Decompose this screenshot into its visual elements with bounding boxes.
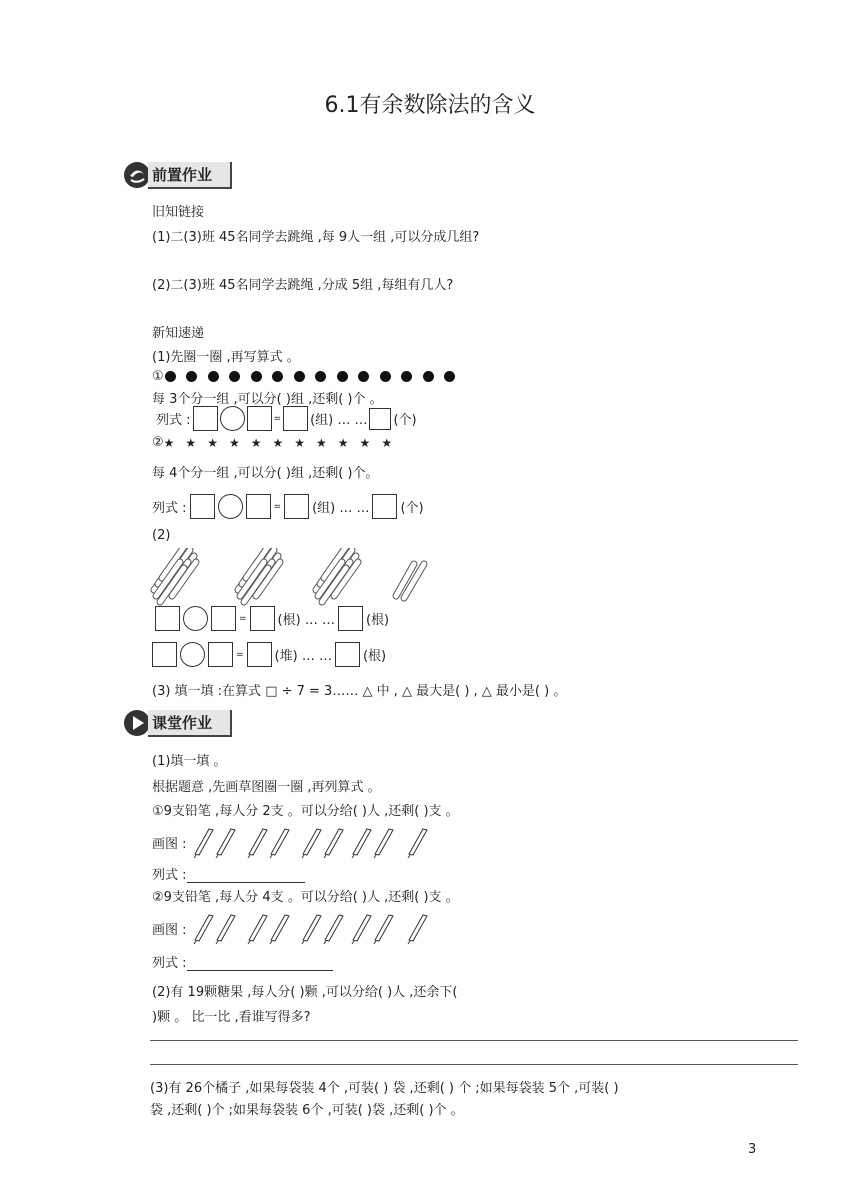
pre-homework-banner xyxy=(122,160,232,190)
stick-bundles-illustration xyxy=(148,548,448,608)
dots-row xyxy=(152,369,466,384)
answer-box[interactable] xyxy=(335,642,360,667)
unit-root-b: (根) xyxy=(365,613,390,628)
draw-label: 画图 : xyxy=(152,836,187,852)
dot xyxy=(294,371,305,382)
formula-row-4 xyxy=(152,642,386,667)
unit-group: (组) … … xyxy=(310,413,368,428)
dot xyxy=(444,371,455,382)
formula-row-3 xyxy=(155,606,389,631)
operator-circle[interactable] xyxy=(220,406,245,431)
answer-box[interactable] xyxy=(208,642,233,667)
line-1: 每 3个分一组 ,可以分( )组 ,还剩( )个 。 xyxy=(152,392,383,407)
writing-line[interactable] xyxy=(150,1040,798,1041)
dot xyxy=(229,371,240,382)
pencil-icon xyxy=(270,829,289,858)
draw-row-b xyxy=(152,912,447,944)
answer-box[interactable] xyxy=(211,606,236,631)
star-icon: ★ xyxy=(185,435,197,450)
pencil-icon xyxy=(194,915,213,944)
unit-root-b: (根) xyxy=(362,649,387,664)
dot xyxy=(165,371,176,382)
pencil-icon xyxy=(248,915,267,944)
dot-group xyxy=(165,371,466,382)
pencil-icon xyxy=(408,829,427,858)
candy-question-line-1: (2)有 19颗糖果 ,每人分( )颗 ,可以分给( )人 ,还余下( xyxy=(152,985,458,1000)
pencil-icon xyxy=(216,829,235,858)
pencil-icon xyxy=(270,915,289,944)
old-knowledge-heading: 旧知链接 xyxy=(152,205,205,220)
unit-item: (个) xyxy=(400,501,424,516)
star-icon: ★ xyxy=(163,435,175,450)
class-item-1: (1)填一填 。 xyxy=(152,754,227,769)
dot xyxy=(380,371,391,382)
dot xyxy=(358,371,369,382)
orange-question-line-2: 袋 ,还剩( )个 ;如果每袋装 6个 ,可装( )袋 ,还剩( )个 。 xyxy=(150,1103,464,1118)
pencil-icon xyxy=(374,915,393,944)
pencil-icon xyxy=(408,915,427,944)
new-item-2: (2) xyxy=(152,528,171,543)
dot xyxy=(251,371,262,382)
new-item-1: (1)先圈一圈 ,再写算式 。 xyxy=(152,350,300,365)
formula-label: 列式 : xyxy=(156,413,191,428)
star-icon: ★ xyxy=(272,435,284,450)
stars-row xyxy=(152,435,403,450)
writing-line[interactable] xyxy=(150,1064,798,1065)
star-icon: ★ xyxy=(294,435,306,450)
pencil-icon xyxy=(352,915,371,944)
pencils-illustration xyxy=(187,912,447,944)
formula-row-2 xyxy=(152,494,424,519)
formula-row-1 xyxy=(156,406,417,431)
star-group xyxy=(164,436,403,450)
equals-sign: = xyxy=(236,649,244,660)
star-icon: ★ xyxy=(250,435,262,450)
formula-label: 列式 : xyxy=(152,501,187,516)
equals-sign: = xyxy=(273,501,282,512)
answer-box[interactable] xyxy=(284,494,309,519)
equals-sign: = xyxy=(273,413,282,424)
answer-line[interactable] xyxy=(187,870,305,883)
page-number: 3 xyxy=(748,1142,757,1157)
answer-box[interactable] xyxy=(193,406,218,431)
unit-group: (组) … … xyxy=(312,501,370,516)
orange-question-line-1: (3)有 26个橘子 ,如果每袋装 4个 ,可装( ) 袋 ,还剩( ) 个 ;如果每袋装 5个 ,可装( ) xyxy=(150,1081,619,1096)
operator-circle[interactable] xyxy=(218,494,243,519)
answer-box[interactable] xyxy=(155,606,180,631)
unit-item: (个) xyxy=(393,413,417,428)
pencil-icon xyxy=(324,829,343,858)
equals-sign: = xyxy=(239,613,247,624)
pencil-icon xyxy=(194,829,213,858)
formula-line-a xyxy=(152,864,305,883)
banner-label: 前置作业 xyxy=(148,162,232,189)
class-homework-banner xyxy=(122,708,232,738)
dot xyxy=(208,371,219,382)
star-icon: ★ xyxy=(359,435,371,450)
dot xyxy=(423,371,434,382)
mark-2: ② xyxy=(152,435,164,450)
dot xyxy=(401,371,412,382)
answer-box[interactable] xyxy=(246,494,271,519)
new-knowledge-heading: 新知速递 xyxy=(152,326,205,341)
formula-line-b xyxy=(152,952,333,971)
class-item-1-desc: 根据题意 ,先画草图圈一圈 ,再列算式 。 xyxy=(152,780,381,795)
dot xyxy=(186,371,197,382)
candy-question-line-2: )颗 。 比一比 ,看谁写得多? xyxy=(152,1010,311,1025)
pencil-question-b: ②9支铅笔 ,每人分 4支 。可以分给( )人 ,还剩( )支 。 xyxy=(152,890,459,905)
dot xyxy=(337,371,348,382)
answer-box[interactable] xyxy=(247,406,272,431)
answer-box[interactable] xyxy=(250,606,275,631)
answer-box[interactable] xyxy=(152,642,177,667)
answer-box[interactable] xyxy=(190,494,215,519)
answer-box[interactable] xyxy=(283,406,308,431)
answer-box[interactable] xyxy=(338,606,363,631)
star-icon: ★ xyxy=(316,435,327,450)
pencil-icon xyxy=(374,829,393,858)
operator-circle[interactable] xyxy=(180,642,205,667)
pencil-icon xyxy=(216,915,235,944)
pencil-icon xyxy=(302,915,321,944)
operator-circle[interactable] xyxy=(183,606,208,631)
mark-1: ① xyxy=(152,369,164,384)
question-1: (1)二(3)班 45名同学去跳绳 ,每 9人一组 ,可以分成几组? xyxy=(152,230,480,245)
pencil-icon xyxy=(248,829,267,858)
answer-line[interactable] xyxy=(187,958,333,971)
formula-label: 列式 : xyxy=(152,868,187,883)
banner-label: 课堂作业 xyxy=(148,710,232,737)
answer-box[interactable] xyxy=(372,494,397,519)
answer-box[interactable] xyxy=(247,642,272,667)
dot xyxy=(315,371,326,382)
answer-box[interactable] xyxy=(369,408,391,430)
pencil-question-a: ①9支铅笔 ,每人分 2支 。可以分给( )人 ,还剩( )支 。 xyxy=(152,804,459,819)
dot xyxy=(272,371,283,382)
draw-row-a xyxy=(152,826,447,858)
draw-label: 画图 : xyxy=(152,922,187,938)
pencil-icon xyxy=(302,829,321,858)
new-item-3: (3) 填一填 :在算式 □ ÷ 7 = 3…… △ 中 , △ 最大是( ) , △ 最小是( ) 。 xyxy=(152,684,567,699)
page-title: 6.1有余数除法的含义 xyxy=(324,93,536,118)
unit-root-a: (根) … … xyxy=(277,613,335,628)
star-icon: ★ xyxy=(228,435,240,450)
star-icon: ★ xyxy=(381,435,393,450)
pencil-icon xyxy=(324,915,343,944)
question-2: (2)二(3)班 45名同学去跳绳 ,分成 5组 ,每组有几人? xyxy=(152,278,454,293)
star-icon: ★ xyxy=(337,435,349,450)
star-icon: ★ xyxy=(207,435,218,450)
unit-pile: (堆) … … xyxy=(274,649,332,664)
line-2: 每 4个分一组 ,可以分( )组 ,还剩( )个。 xyxy=(152,466,379,481)
formula-label: 列式 : xyxy=(152,956,187,971)
pencils-illustration xyxy=(187,826,447,858)
pencil-icon xyxy=(352,829,371,858)
